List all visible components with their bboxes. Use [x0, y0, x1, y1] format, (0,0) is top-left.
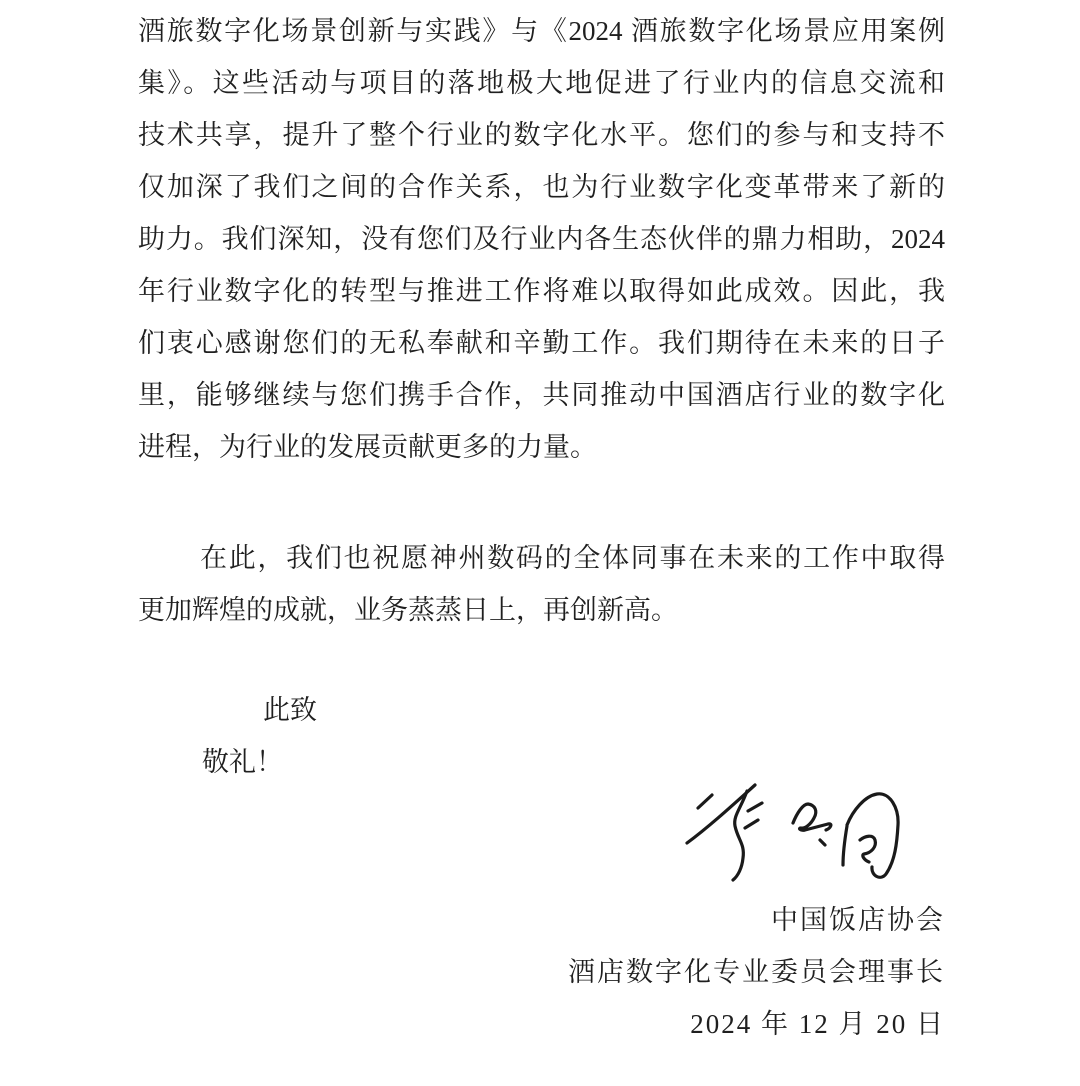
signoff-organization: 中国饭店协会 [771, 905, 945, 935]
body-line: 仅加深了我们之间的合作关系，也为行业数字化变革带来了新的 [138, 172, 945, 202]
signature-stroke [745, 820, 758, 828]
closing-salute: 敬礼！ [202, 747, 283, 777]
body-line: 集》。这些活动与项目的落地极大地促进了行业内的信息交流和 [138, 68, 945, 98]
closing-pre-close: 此致 [263, 695, 317, 725]
signoff-date: 2024 年 12 月 20 日 [690, 1009, 945, 1039]
body-line: 年行业数字化的转型与推进工作将难以取得如此成效。因此，我 [138, 276, 945, 306]
handwritten-signature [665, 768, 910, 890]
signature-stroke [748, 803, 762, 811]
body-line: 酒旅数字化场景创新与实践》与《2024 酒旅数字化场景应用案例 [138, 16, 945, 46]
letter-paragraph-1 [138, 5, 945, 473]
signature-stroke [820, 840, 825, 845]
signature-stroke [793, 804, 831, 830]
body-line: 技术共享，提升了整个行业的数字化水平。您们的参与和支持不 [138, 120, 945, 150]
signature-stroke [698, 795, 712, 808]
body-line: 们衷心感谢您们的无私奉献和辛勤工作。我们期待在未来的日子 [138, 328, 945, 358]
body-line: 更加辉煌的成就，业务蒸蒸日上，再创新高。 [138, 595, 678, 625]
signature-stroke [860, 836, 875, 862]
body-line: 进程，为行业的发展贡献更多的力量。 [138, 432, 597, 462]
letter-paragraph-2 [138, 532, 945, 636]
body-line: 在此，我们也祝愿神州数码的全体同事在未来的工作中取得 [200, 543, 945, 573]
signature-stroke [843, 826, 847, 865]
body-line: 里，能够继续与您们携手合作，共同推动中国酒店行业的数字化 [138, 380, 945, 410]
signoff-title: 酒店数字化专业委员会理事长 [568, 957, 945, 987]
body-line: 助力。我们深知，没有您们及行业内各生态伙伴的鼎力相助，2024 [138, 224, 945, 254]
signoff-block [138, 894, 945, 1050]
